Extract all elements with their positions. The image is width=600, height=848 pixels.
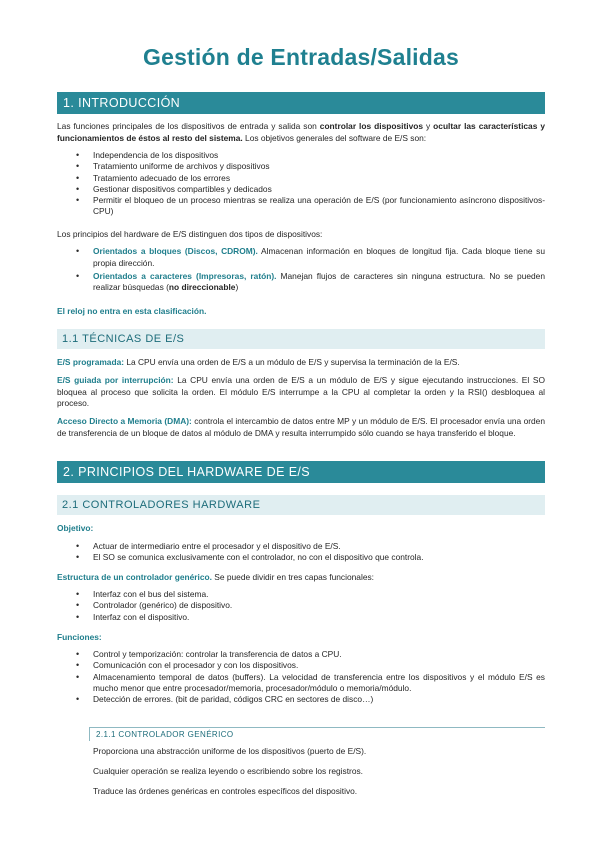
list-item: • Comunicación con el procesador y con los dispositivos. xyxy=(57,660,545,671)
list-item: • Actuar de intermediario entre el procesador y el dispositivo de E/S. xyxy=(57,541,545,552)
list-item: • Tratamiento uniforme de archivos y dispositivos xyxy=(57,161,545,172)
list-item: • Detección de errores. (bit de paridad, códigos CRC en sectores de disco…) xyxy=(57,694,545,705)
list-item: • El SO se comunica exclusivamente con el controlador, no con el dispositivo que controla. xyxy=(57,552,545,563)
generic-line-3: Traduce las órdenes genéricas en controles específicos del dispositivo. xyxy=(93,786,358,796)
list-item: • Orientados a bloques (Discos, CDROM). Almacenan información en bloques de longitud fija. Cada bloque tiene su propia dirección. xyxy=(57,246,545,269)
functions-label: Funciones: xyxy=(57,632,102,642)
technique-dma: Acceso Directo a Memoria (DMA): controla el intercambio de datos entre MP y un módulo de E/S. El procesador envía una orden de transferencia de un bloque de datos al módulo de DMA y resulta interrumpido sólo cuando se haya transferido el bloque. xyxy=(57,416,545,438)
objectives-list xyxy=(57,150,545,218)
list-item: • Interfaz con el bus del sistema. xyxy=(57,589,545,600)
structure-list xyxy=(57,589,545,623)
section-heading-controladores: 2.1 CONTROLADORES HARDWARE xyxy=(57,495,545,515)
list-item: • Permitir el bloqueo de un proceso mientras se realiza una operación de E/S (por funcionamiento asíncrono dispositivos-CPU) xyxy=(57,195,545,218)
functions-list xyxy=(57,649,545,705)
list-item: • Control y temporización: controlar la transferencia de datos a CPU. xyxy=(57,649,545,660)
device-types-list xyxy=(57,246,545,294)
objective-list xyxy=(57,541,545,564)
technique-interrupcion: E/S guiada por interrupción: La CPU envía una orden de E/S a un módulo de E/S y sigue ejecutando instrucciones. El SO bloquea al proceso que solicita la orden. El módulo E/S interrumpe a la CPU al completar la orden y la RSI() desbloquea al proceso. xyxy=(57,375,545,408)
intro-paragraph: Las funciones principales de los dispositivos de entrada y salida son controlar los dispositivos y ocultar las características y funcionamientos de éstos al resto del sistema. Los objetivos generales del software de E/S son: xyxy=(57,121,546,143)
list-item: • Almacenamiento temporal de datos (buffers). La velocidad de transferencia entre los dispositivos y el módulo E/S es mucho menor que entre procesador/memoria, procesador/módulo o memoria/módulo. xyxy=(57,672,545,695)
clock-note: El reloj no entra en esta clasificación. xyxy=(57,306,207,316)
list-item: • Controlador (genérico) de dispositivo. xyxy=(57,600,545,611)
generic-line-1: Proporciona una abstracción uniforme de los dispositivos (puerto de E/S). xyxy=(93,746,367,756)
section-heading-introduccion: 1. INTRODUCCIÓN xyxy=(57,92,545,114)
technique-programada: E/S programada: La CPU envía una orden de E/S a un módulo de E/S y supervisa la terminación de la E/S. xyxy=(57,357,460,367)
objective-label: Objetivo: xyxy=(57,523,94,533)
generic-line-2: Cualquier operación se realiza leyendo o escribiendo sobre los registros. xyxy=(93,766,364,776)
page-title: Gestión de Entradas/Salidas xyxy=(142,44,459,70)
principles-intro: Los principios del hardware de E/S distinguen dos tipos de dispositivos: xyxy=(57,229,323,239)
list-item: • Independencia de los dispositivos xyxy=(57,150,545,161)
list-item: • Interfaz con el dispositivo. xyxy=(57,612,545,623)
section-heading-principios: 2. PRINCIPIOS DEL HARDWARE DE E/S xyxy=(57,461,545,483)
list-item: • Orientados a caracteres (Impresoras, ratón). Manejan flujos de caracteres sin ninguna estructura. No se pueden realizar búsquedas (no direccionable) xyxy=(57,271,545,294)
section-heading-tecnicas: 1.1 TÉCNICAS DE E/S xyxy=(57,329,545,349)
structure-paragraph: Estructura de un controlador genérico. Se puede dividir en tres capas funcionales: xyxy=(57,572,374,582)
section-heading-controlador-generico: 2.1.1 CONTROLADOR GENÉRICO xyxy=(89,727,545,741)
list-item: • Gestionar dispositivos compartibles y dedicados xyxy=(57,184,545,195)
list-item: • Tratamiento adecuado de los errores xyxy=(57,173,545,184)
